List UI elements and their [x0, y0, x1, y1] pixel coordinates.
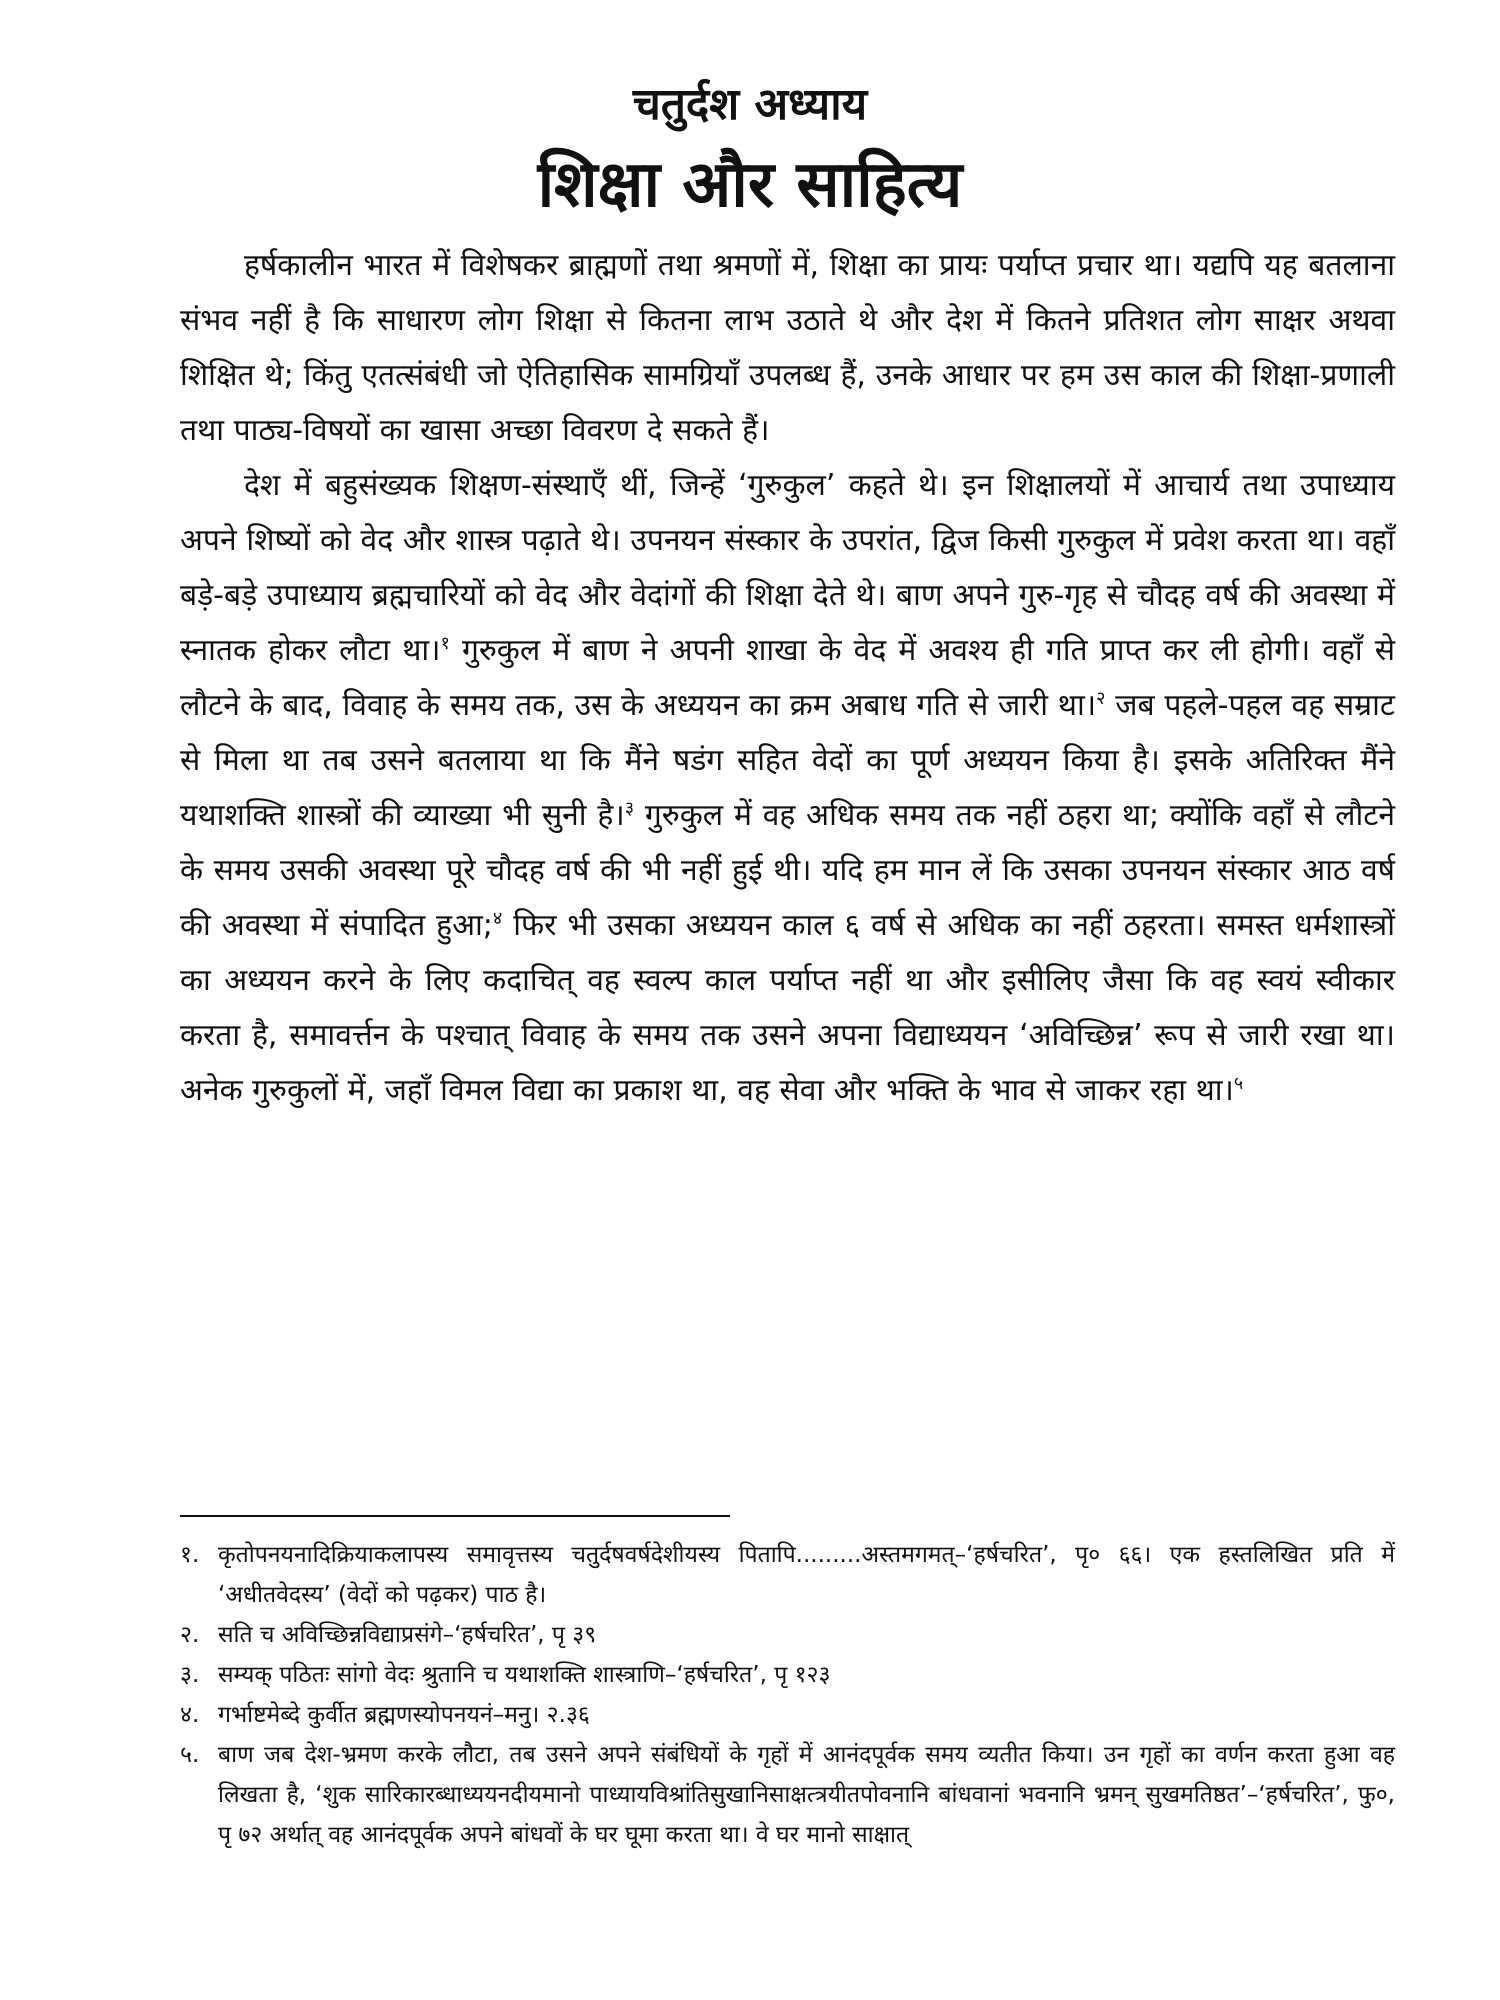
footnote-number: ४.	[180, 1702, 200, 1728]
footnote-number: १.	[180, 1542, 200, 1568]
body-text	[180, 238, 1395, 1118]
footnote	[180, 1735, 1395, 1855]
footnote-text: गर्भाष्टमेब्दे कुर्वीत ब्रह्मणस्योपनयनं–मनु। २.३६	[218, 1702, 590, 1728]
footnote-text: सति च अविच्छिन्नविद्याप्रसंगे–‘हर्षचरित’, पृ ३९	[218, 1622, 597, 1648]
footnote-text: कृतोपनयनादिक्रियाकलापस्य समावृत्तस्य चतुर्दषवर्षदेशीयस्य पितापि.........अस्तमगमत्–‘हर्षचरित’, पृ० ६६। एक हस्तलिखित प्रति में ‘अधीतवेदस्य’ (वेदों को पढ़कर) पाठ है।	[218, 1542, 1395, 1608]
paragraph-2-segment: जब पहले-पहल वह सम्राट से मिला था तब उसने बतलाया था कि मैंने षडंग सहित वेदों का पूर्ण अध्ययन किया है। इसके अतिरिक्त मैंने यथाशक्ति शास्त्रों की व्याख्या भी सुनी है।	[180, 688, 1395, 833]
paragraph-2-segment: गुरुकुल में बाण ने अपनी शाखा के वेद में अवश्य ही गति प्राप्त कर ली होगी। वहाँ से लौटने के बाद, विवाह के समय तक, उस के अध्ययन का क्रम अबाध गति से जारी था।	[180, 633, 1395, 723]
footnote-ref: ३	[624, 798, 635, 819]
footnote-ref: ५	[1233, 1073, 1244, 1094]
chapter-title: शिक्षा और साहित्य	[537, 148, 963, 222]
footnotes	[180, 1535, 1395, 1855]
chapter-number: चतुर्दश अध्याय	[632, 79, 868, 130]
footnote-number: ५.	[180, 1742, 200, 1768]
footnote	[180, 1615, 1395, 1655]
paragraph-2-segment: गुरुकुल में वह अधिक समय तक नहीं ठहरा था; क्योंकि वहाँ से लौटने के समय उसकी अवस्था पूरे चौदह वर्ष की भी नहीं हुई थी। यदि हम मान लें कि उसका उपनयन संस्कार आठ वर्ष की अवस्था में संपादित हुआ;	[180, 798, 1395, 943]
footnote-ref: २	[1096, 688, 1106, 709]
footnote	[180, 1695, 1395, 1735]
footnote-number: ३.	[180, 1662, 200, 1688]
footnote	[180, 1655, 1395, 1695]
footnote-number: २.	[180, 1622, 200, 1648]
footnote-divider	[180, 1515, 730, 1517]
paragraph-2-segment: फिर भी उसका अध्ययन काल ६ वर्ष से अधिक का नहीं ठहरता। समस्त धर्मशास्त्रों का अध्ययन करने के लिए कदाचित् वह स्वल्प काल पर्याप्त नहीं था और इसीलिए जैसा कि वह स्वयं स्वीकार करता है, समावर्त्तन के पश्चात् विवाह के समय तक उसने अपना विद्याध्ययन ‘अविच्छिन्न’ रूप से जारी रखा था। अनेक गुरुकुलों में, जहाँ विमल विद्या का प्रकाश था, वह सेवा और भक्ति के भाव से जाकर रहा था।	[180, 908, 1395, 1108]
footnote	[180, 1535, 1395, 1615]
paragraph-1: हर्षकालीन भारत में विशेषकर ब्राह्मणों तथा श्रमणों में, शिक्षा का प्रायः पर्याप्त प्रचार था। यद्यपि यह बतलाना संभव नहीं है कि साधारण लोग शिक्षा से कितना लाभ उठाते थे और देश में कितने प्रतिशत लोग साक्षर अथवा शिक्षित थे; किंतु एतत्संबंधी जो ऐतिहासिक सामग्रियाँ उपलब्ध हैं, उनके आधार पर हम उस काल की शिक्षा-प्रणाली तथा पाठ्य-विषयों का खासा अच्छा विवरण दे सकते हैं।	[180, 248, 1395, 448]
paragraph-2	[180, 458, 1395, 1118]
footnote-text: बाण जब देश-भ्रमण करके लौटा, तब उसने अपने संबंधियों के गृहों में आनंदपूर्वक समय व्यतीत किया। उन गृहों का वर्णन करता हुआ वह लिखता है, ‘शुक सारिकारब्धाध्ययनदीयमानो पाध्यायविश्रांतिसुखानिसाक्षत्त्रयीतपोवनानि बांधवानां भवनानि भ्रमन् सुखमतिष्ठत’–‘हर्षचरित’, फु०, पृ ७२ अर्थात् वह आनंदपूर्वक अपने बांधवों के घर घूमा करता था। वे घर मानो साक्षात्	[218, 1742, 1395, 1848]
footnote-ref: १	[440, 633, 450, 654]
paragraph-2-segment: देश में बहुसंख्यक शिक्षण-संस्थाएँ थीं, जिन्हें ‘गुरुकुल’ कहते थे। इन शिक्षालयों में आचार्य तथा उपाध्याय अपने शिष्यों को वेद और शास्त्र पढ़ाते थे। उपनयन संस्कार के उपरांत, द्विज किसी गुरुकुल में प्रवेश करता था। वहाँ बड़े-बड़े उपाध्याय ब्रह्मचारियों को वेद और वेदांगों की शिक्षा देते थे। बाण अपने गुरु-गृह से चौदह वर्ष की अवस्था में स्नातक होकर लौटा था।	[180, 468, 1395, 668]
footnote-text: सम्यक् पठितः सांगो वेदः श्रुतानि च यथाशक्ति शास्त्राणि–‘हर्षचरित’, पृ १२३	[218, 1662, 831, 1688]
footnote-ref: ४	[492, 908, 503, 929]
